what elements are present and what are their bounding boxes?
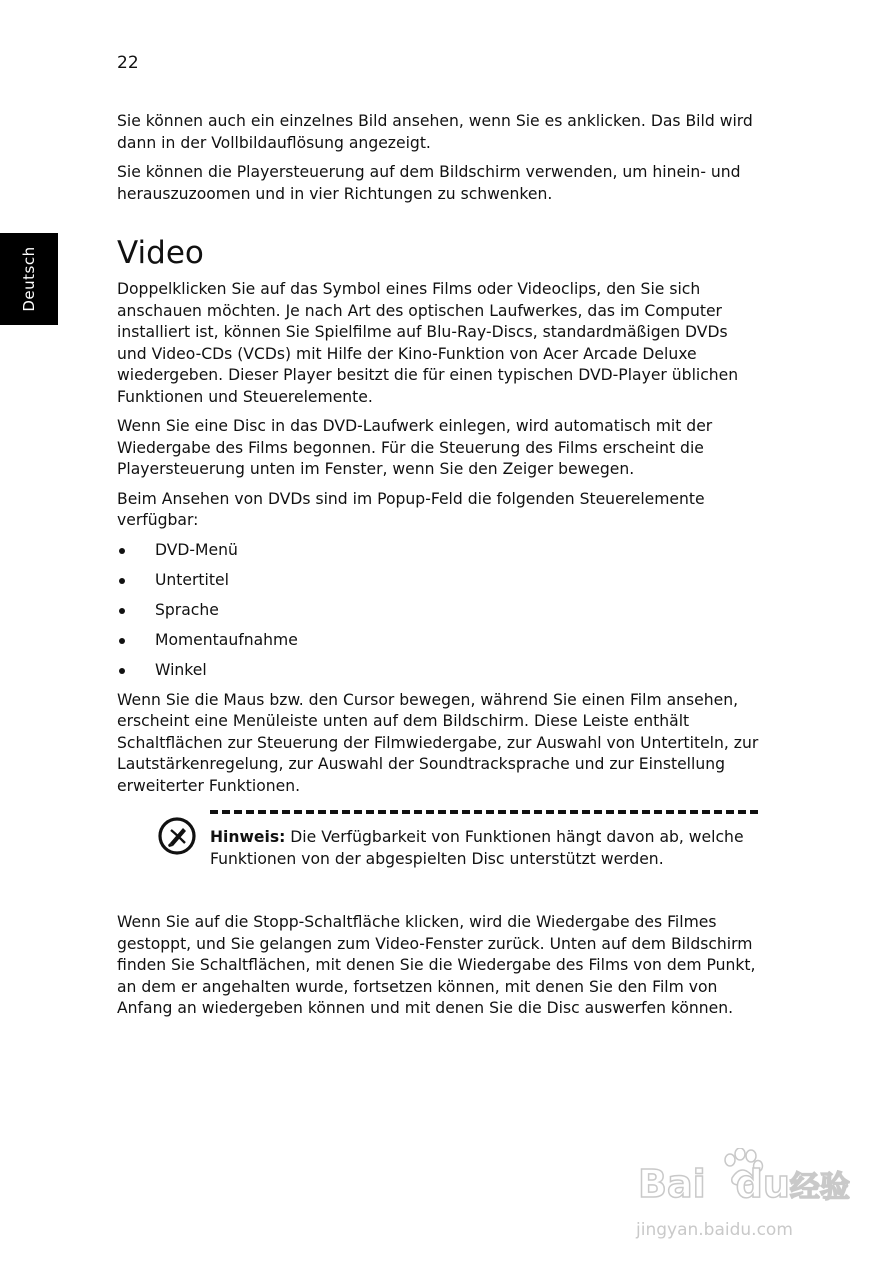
note-body: Die Verfügbarkeit von Funktionen hängt davon ab, welche Funktionen von der abgespielten Disc unterstützt werden. (210, 828, 744, 868)
language-side-tab (0, 233, 58, 325)
baidu-watermark (636, 1140, 850, 1250)
note-text (210, 827, 762, 870)
page-number: 22 (117, 53, 139, 73)
list-item: Untertitel (117, 570, 762, 592)
video-paragraph-3: Beim Ansehen von DVDs sind im Popup-Feld die folgenden Steuerelemente verfügbar: (117, 489, 705, 529)
side-tab-label: Deutsch (20, 246, 38, 312)
list-item: Winkel (117, 660, 762, 682)
list-item: Sprache (117, 600, 762, 622)
video-paragraph-1: Doppelklicken Sie auf das Symbol eines Films oder Videoclips, den Sie sich anschauen möchten. Je nach Art des optischen Laufwerkes, das im Computer installiert ist, können Sie Spielfilme auf Blu-Ray-Discs, standardmäßigen DVDs und Video-CDs (VCDs) mit Hilfe der Kino-Funktion von Acer Arcade Deluxe wiedergeben. Dieser Player besitzt die für einen typischen DVD-Player üblichen Funktionen und Steuerelemente. (117, 280, 739, 406)
intro-paragraph-1: Sie können auch ein einzelnes Bild ansehen, wenn Sie es anklicken. Das Bild wird dann in der Vollbildauflösung angezeigt. (117, 112, 753, 152)
stop-paragraph: Wenn Sie auf die Stopp-Schaltfläche klicken, wird die Wiedergabe des Filmes gestoppt, und Sie gelangen zum Video-Fenster zurück. Unten auf dem Bildschirm finden Sie Schaltflächen, mit denen Sie die Wiedergabe des Films von dem Punkt, an dem er angehalten wurde, fortsetzen können, mit denen Sie den Film von Anfang an wiedergeben können und mit denen Sie die Disc auswerfen können. (117, 913, 756, 1017)
video-paragraph-2: Wenn Sie eine Disc in das DVD-Laufwerk einlegen, wird automatisch mit der Wiedergabe des Films begonnen. Für die Steuerung des Films erscheint die Playersteuerung unten im Fenster, wenn Sie den Zeiger bewegen. (117, 417, 713, 478)
list-item: Momentaufnahme (117, 630, 762, 652)
intro-paragraph-2: Sie können die Playersteuerung auf dem Bildschirm verwenden, um hinein- und herauszuzoomen und in vier Richtungen zu schwenken. (117, 163, 741, 203)
controls-list (117, 540, 762, 682)
watermark-logo-cn: 经验 (789, 1170, 850, 1205)
note-box (117, 810, 762, 890)
menubar-paragraph: Wenn Sie die Maus bzw. den Cursor bewegen, während Sie einen Film ansehen, erscheint eine Menüleiste unten auf dem Bildschirm. Diese Leiste enthält Schaltflächen zur Steuerung der Filmwiedergabe, zur Auswahl von Untertiteln, zur Lautstärkenregelung, zur Auswahl der Soundtracksprache und zur Einstellung erweiterter Funktionen. (117, 690, 759, 795)
watermark-url: jingyan.baidu.com (636, 1220, 793, 1240)
page-content (117, 111, 762, 1028)
watermark-logo (638, 1162, 850, 1206)
list-item: DVD-Menü (117, 540, 762, 562)
note-label: Hinweis: (210, 828, 286, 846)
note-dashed-rule (210, 810, 758, 814)
watermark-logo-right: du (735, 1162, 790, 1206)
watermark-logo-left: Bai (638, 1162, 706, 1206)
note-pencil-icon (157, 816, 197, 856)
section-heading: Video (117, 235, 204, 271)
